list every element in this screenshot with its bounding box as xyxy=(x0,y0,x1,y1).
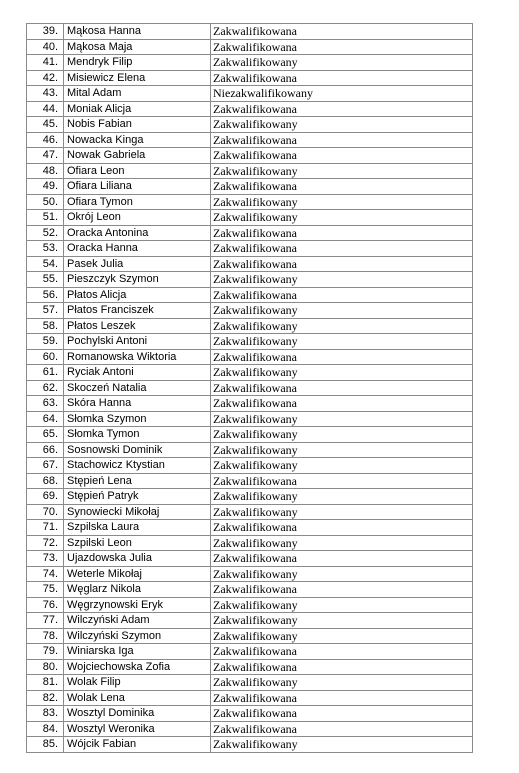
student-name-cell: Wosztyl Dominika xyxy=(64,706,211,722)
qualification-status-cell: Zakwalifikowana xyxy=(211,256,473,272)
student-name-cell: Wilczyński Adam xyxy=(64,613,211,629)
table-row xyxy=(27,473,473,489)
row-number-cell: 77. xyxy=(27,613,64,629)
table-row xyxy=(27,427,473,443)
row-number-cell: 76. xyxy=(27,597,64,613)
student-name-cell: Winiarska Iga xyxy=(64,644,211,660)
table-row xyxy=(27,458,473,474)
student-name-cell: Płatos Franciszek xyxy=(64,303,211,319)
table-row xyxy=(27,287,473,303)
qualification-status-cell: Zakwalifikowana xyxy=(211,148,473,164)
qualification-status-cell: Zakwalifikowany xyxy=(211,272,473,288)
table-row xyxy=(27,520,473,536)
qualification-status-cell: Zakwalifikowana xyxy=(211,721,473,737)
row-number-cell: 70. xyxy=(27,504,64,520)
table-row xyxy=(27,148,473,164)
row-number-cell: 65. xyxy=(27,427,64,443)
table-row xyxy=(27,659,473,675)
qualification-status-cell: Zakwalifikowana xyxy=(211,380,473,396)
student-name-cell: Sosnowski Dominik xyxy=(64,442,211,458)
student-name-cell: Szpilski Leon xyxy=(64,535,211,551)
qualification-status-cell: Zakwalifikowana xyxy=(211,70,473,86)
table-row xyxy=(27,380,473,396)
row-number-cell: 55. xyxy=(27,272,64,288)
student-name-cell: Wilczyński Szymon xyxy=(64,628,211,644)
student-name-cell: Pieszczyk Szymon xyxy=(64,272,211,288)
qualification-status-cell: Zakwalifikowany xyxy=(211,117,473,133)
table-row xyxy=(27,442,473,458)
table-row xyxy=(27,117,473,133)
row-number-cell: 81. xyxy=(27,675,64,691)
qualification-status-cell: Zakwalifikowany xyxy=(211,442,473,458)
row-number-cell: 57. xyxy=(27,303,64,319)
table-row xyxy=(27,272,473,288)
student-name-cell: Płatos Leszek xyxy=(64,318,211,334)
row-number-cell: 59. xyxy=(27,334,64,350)
row-number-cell: 63. xyxy=(27,396,64,412)
qualification-status-cell: Zakwalifikowana xyxy=(211,644,473,660)
table-row xyxy=(27,101,473,117)
student-name-cell: Ofiara Tymon xyxy=(64,194,211,210)
table-row xyxy=(27,396,473,412)
table-row xyxy=(27,256,473,272)
table-row xyxy=(27,179,473,195)
student-name-cell: Stachowicz Ktystian xyxy=(64,458,211,474)
row-number-cell: 46. xyxy=(27,132,64,148)
table-row xyxy=(27,318,473,334)
student-name-cell: Mital Adam xyxy=(64,86,211,102)
row-number-cell: 52. xyxy=(27,225,64,241)
row-number-cell: 78. xyxy=(27,628,64,644)
student-name-cell: Ujazdowska Julia xyxy=(64,551,211,567)
table-row xyxy=(27,597,473,613)
table-row xyxy=(27,551,473,567)
row-number-cell: 75. xyxy=(27,582,64,598)
student-name-cell: Wosztyl Weronika xyxy=(64,721,211,737)
table-row xyxy=(27,613,473,629)
table-row xyxy=(27,582,473,598)
qualification-status-cell: Zakwalifikowany xyxy=(211,675,473,691)
row-number-cell: 85. xyxy=(27,737,64,753)
table-row xyxy=(27,628,473,644)
qualification-status-cell: Zakwalifikowany xyxy=(211,365,473,381)
qualification-status-cell: Zakwalifikowany xyxy=(211,55,473,71)
table-row xyxy=(27,163,473,179)
row-number-cell: 39. xyxy=(27,24,64,40)
student-name-cell: Nowacka Kinga xyxy=(64,132,211,148)
student-name-cell: Oracka Antonina xyxy=(64,225,211,241)
qualification-status-cell: Zakwalifikowana xyxy=(211,349,473,365)
qualification-status-cell: Zakwalifikowana xyxy=(211,101,473,117)
student-name-cell: Stępień Lena xyxy=(64,473,211,489)
row-number-cell: 84. xyxy=(27,721,64,737)
row-number-cell: 42. xyxy=(27,70,64,86)
student-name-cell: Misiewicz Elena xyxy=(64,70,211,86)
qualification-status-cell: Zakwalifikowany xyxy=(211,489,473,505)
student-name-cell: Nobis Fabian xyxy=(64,117,211,133)
row-number-cell: 40. xyxy=(27,39,64,55)
student-name-cell: Szpilska Laura xyxy=(64,520,211,536)
table-row xyxy=(27,535,473,551)
qualification-status-cell: Zakwalifikowana xyxy=(211,690,473,706)
row-number-cell: 58. xyxy=(27,318,64,334)
qualification-status-cell: Zakwalifikowany xyxy=(211,737,473,753)
table-row xyxy=(27,194,473,210)
student-name-cell: Wojciechowska Zofia xyxy=(64,659,211,675)
student-name-cell: Synowiecki Mikołaj xyxy=(64,504,211,520)
student-name-cell: Słomka Tymon xyxy=(64,427,211,443)
qualification-status-cell: Zakwalifikowana xyxy=(211,551,473,567)
table-row xyxy=(27,411,473,427)
student-name-cell: Mąkosa Hanna xyxy=(64,24,211,40)
table-row xyxy=(27,349,473,365)
student-name-cell: Płatos Alicja xyxy=(64,287,211,303)
row-number-cell: 64. xyxy=(27,411,64,427)
student-name-cell: Wójcik Fabian xyxy=(64,737,211,753)
student-name-cell: Mąkosa Maja xyxy=(64,39,211,55)
row-number-cell: 73. xyxy=(27,551,64,567)
table-row xyxy=(27,70,473,86)
student-name-cell: Skoczeń Natalia xyxy=(64,380,211,396)
table-row xyxy=(27,241,473,257)
row-number-cell: 60. xyxy=(27,349,64,365)
student-name-cell: Ryciak Antoni xyxy=(64,365,211,381)
row-number-cell: 53. xyxy=(27,241,64,257)
row-number-cell: 62. xyxy=(27,380,64,396)
row-number-cell: 50. xyxy=(27,194,64,210)
student-name-cell: Pochylski Antoni xyxy=(64,334,211,350)
row-number-cell: 82. xyxy=(27,690,64,706)
student-name-cell: Moniak Alicja xyxy=(64,101,211,117)
qualification-status-cell: Zakwalifikowana xyxy=(211,132,473,148)
table-row xyxy=(27,334,473,350)
row-number-cell: 45. xyxy=(27,117,64,133)
row-number-cell: 54. xyxy=(27,256,64,272)
row-number-cell: 44. xyxy=(27,101,64,117)
row-number-cell: 69. xyxy=(27,489,64,505)
table-row xyxy=(27,132,473,148)
table-row xyxy=(27,55,473,71)
row-number-cell: 56. xyxy=(27,287,64,303)
row-number-cell: 79. xyxy=(27,644,64,660)
qualification-status-cell: Zakwalifikowana xyxy=(211,706,473,722)
student-name-cell: Okrój Leon xyxy=(64,210,211,226)
row-number-cell: 83. xyxy=(27,706,64,722)
qualification-table xyxy=(26,23,473,753)
table-row xyxy=(27,644,473,660)
row-number-cell: 80. xyxy=(27,659,64,675)
qualification-status-cell: Zakwalifikowany xyxy=(211,566,473,582)
qualification-status-cell: Zakwalifikowany xyxy=(211,194,473,210)
row-number-cell: 43. xyxy=(27,86,64,102)
student-name-cell: Wolak Lena xyxy=(64,690,211,706)
qualification-status-cell: Niezakwalifikowany xyxy=(211,86,473,102)
qualification-status-cell: Zakwalifikowany xyxy=(211,628,473,644)
table-row xyxy=(27,24,473,40)
student-name-cell: Ofiara Leon xyxy=(64,163,211,179)
table-row xyxy=(27,706,473,722)
table-row xyxy=(27,675,473,691)
row-number-cell: 74. xyxy=(27,566,64,582)
qualification-status-cell: Zakwalifikowany xyxy=(211,597,473,613)
table-row xyxy=(27,39,473,55)
table-row xyxy=(27,225,473,241)
student-name-cell: Pasek Julia xyxy=(64,256,211,272)
row-number-cell: 48. xyxy=(27,163,64,179)
qualification-table-body xyxy=(27,24,473,753)
qualification-status-cell: Zakwalifikowany xyxy=(211,458,473,474)
table-row xyxy=(27,737,473,753)
row-number-cell: 41. xyxy=(27,55,64,71)
student-name-cell: Oracka Hanna xyxy=(64,241,211,257)
student-name-cell: Mendryk Filip xyxy=(64,55,211,71)
qualification-status-cell: Zakwalifikowana xyxy=(211,659,473,675)
row-number-cell: 67. xyxy=(27,458,64,474)
row-number-cell: 68. xyxy=(27,473,64,489)
table-row xyxy=(27,365,473,381)
student-name-cell: Romanowska Wiktoria xyxy=(64,349,211,365)
table-row xyxy=(27,721,473,737)
table-row xyxy=(27,210,473,226)
qualification-status-cell: Zakwalifikowany xyxy=(211,535,473,551)
row-number-cell: 51. xyxy=(27,210,64,226)
student-name-cell: Skóra Hanna xyxy=(64,396,211,412)
student-name-cell: Węgrzynowski Eryk xyxy=(64,597,211,613)
student-name-cell: Nowak Gabriela xyxy=(64,148,211,164)
qualification-status-cell: Zakwalifikowany xyxy=(211,504,473,520)
row-number-cell: 71. xyxy=(27,520,64,536)
student-name-cell: Stępień Patryk xyxy=(64,489,211,505)
table-row xyxy=(27,566,473,582)
qualification-status-cell: Zakwalifikowana xyxy=(211,473,473,489)
qualification-status-cell: Zakwalifikowany xyxy=(211,318,473,334)
qualification-status-cell: Zakwalifikowany xyxy=(211,163,473,179)
qualification-status-cell: Zakwalifikowana xyxy=(211,225,473,241)
qualification-status-cell: Zakwalifikowany xyxy=(211,210,473,226)
row-number-cell: 66. xyxy=(27,442,64,458)
qualification-status-cell: Zakwalifikowana xyxy=(211,179,473,195)
table-row xyxy=(27,504,473,520)
student-name-cell: Ofiara Liliana xyxy=(64,179,211,195)
qualification-status-cell: Zakwalifikowany xyxy=(211,303,473,319)
row-number-cell: 47. xyxy=(27,148,64,164)
qualification-status-cell: Zakwalifikowana xyxy=(211,241,473,257)
row-number-cell: 49. xyxy=(27,179,64,195)
qualification-status-cell: Zakwalifikowana xyxy=(211,396,473,412)
qualification-status-cell: Zakwalifikowana xyxy=(211,39,473,55)
qualification-status-cell: Zakwalifikowana xyxy=(211,520,473,536)
qualification-status-cell: Zakwalifikowany xyxy=(211,334,473,350)
qualification-status-cell: Zakwalifikowany xyxy=(211,613,473,629)
student-name-cell: Słomka Szymon xyxy=(64,411,211,427)
row-number-cell: 72. xyxy=(27,535,64,551)
table-row xyxy=(27,489,473,505)
qualification-status-cell: Zakwalifikowany xyxy=(211,411,473,427)
table-row xyxy=(27,86,473,102)
student-name-cell: Węglarz Nikola xyxy=(64,582,211,598)
table-row xyxy=(27,303,473,319)
qualification-status-cell: Zakwalifikowana xyxy=(211,287,473,303)
qualification-status-cell: Zakwalifikowana xyxy=(211,582,473,598)
row-number-cell: 61. xyxy=(27,365,64,381)
table-row xyxy=(27,690,473,706)
student-name-cell: Weterle Mikołaj xyxy=(64,566,211,582)
student-name-cell: Wolak Filip xyxy=(64,675,211,691)
qualification-status-cell: Zakwalifikowany xyxy=(211,427,473,443)
qualification-status-cell: Zakwalifikowana xyxy=(211,24,473,40)
